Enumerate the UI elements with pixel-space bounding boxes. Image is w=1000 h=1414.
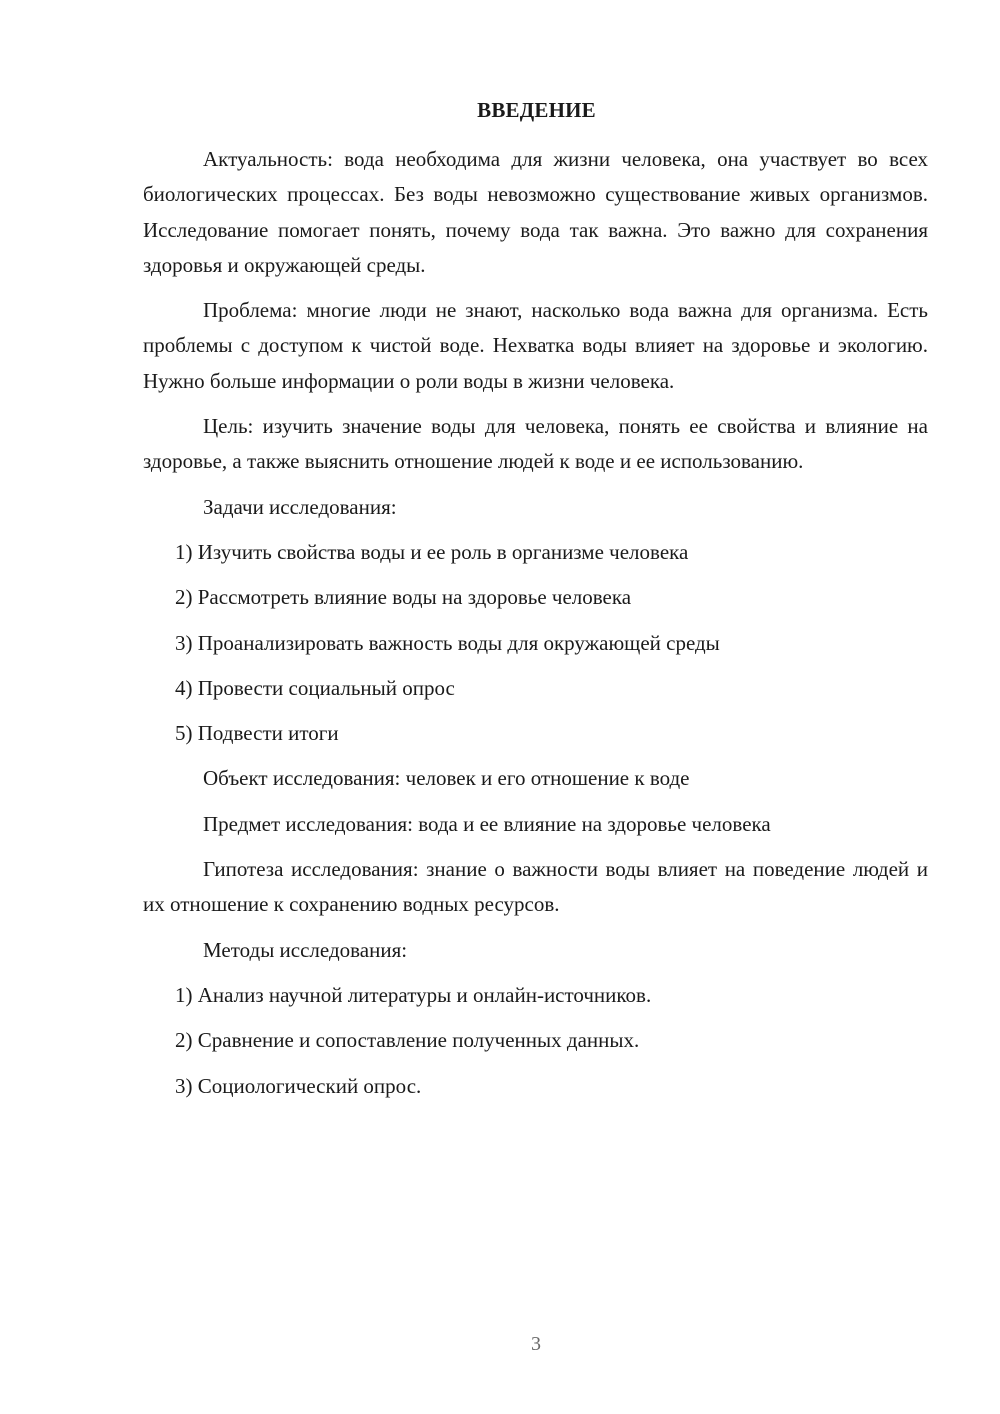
problem-paragraph: Проблема: многие люди не знают, насколько вода важна для организма. Есть проблемы с доступом к чистой воде. Нехватка воды влияет на здоровье и экологию. Нужно больше информации о роли воды в жизни человека. <box>143 298 928 393</box>
goal-paragraph: Цель: изучить значение воды для человека, понять ее свойства и влияние на здоровье, а также выяснить отношение людей к воде и ее использованию. <box>143 414 928 474</box>
research-subject: Предмет исследования: вода и ее влияние на здоровье человека <box>203 811 771 836</box>
methods-heading: Методы исследования: <box>203 937 408 962</box>
hypothesis-paragraph: Гипотеза исследования: знание о важности воды влияет на поведение людей и их отношение к сохранению водных ресурсов. <box>143 857 928 917</box>
tasks-list <box>143 535 928 751</box>
task-item: 2) Рассмотреть влияние воды на здоровье человека <box>175 585 632 610</box>
method-item: 1) Анализ научной литературы и онлайн-источников. <box>175 982 652 1007</box>
method-item: 2) Сравнение и сопоставление полученных данных. <box>175 1028 640 1053</box>
methods-list <box>143 978 928 1104</box>
page-content <box>143 96 928 1114</box>
research-object: Объект исследования: человек и его отношение к воде <box>203 766 690 791</box>
tasks-heading: Задачи исследования: <box>203 494 397 519</box>
task-item: 3) Проанализировать важность воды для окружающей среды <box>175 630 720 655</box>
task-item: 5) Подвести итоги <box>175 721 339 746</box>
task-item: 1) Изучить свойства воды и ее роль в организме человека <box>175 539 689 564</box>
task-item: 4) Провести социальный опрос <box>175 675 455 700</box>
method-item: 3) Социологический опрос. <box>175 1073 422 1098</box>
relevance-paragraph: Актуальность: вода необходима для жизни человека, она участвует во всех биологических процессах. Без воды невозможно существование живых организмов. Исследование помогает понять, почему вода так важна. Это важно для сохранения здоровья и окружающей среды. <box>143 147 928 277</box>
page-number: 3 <box>531 1333 541 1355</box>
section-title: ВВЕДЕНИЕ <box>477 98 596 122</box>
